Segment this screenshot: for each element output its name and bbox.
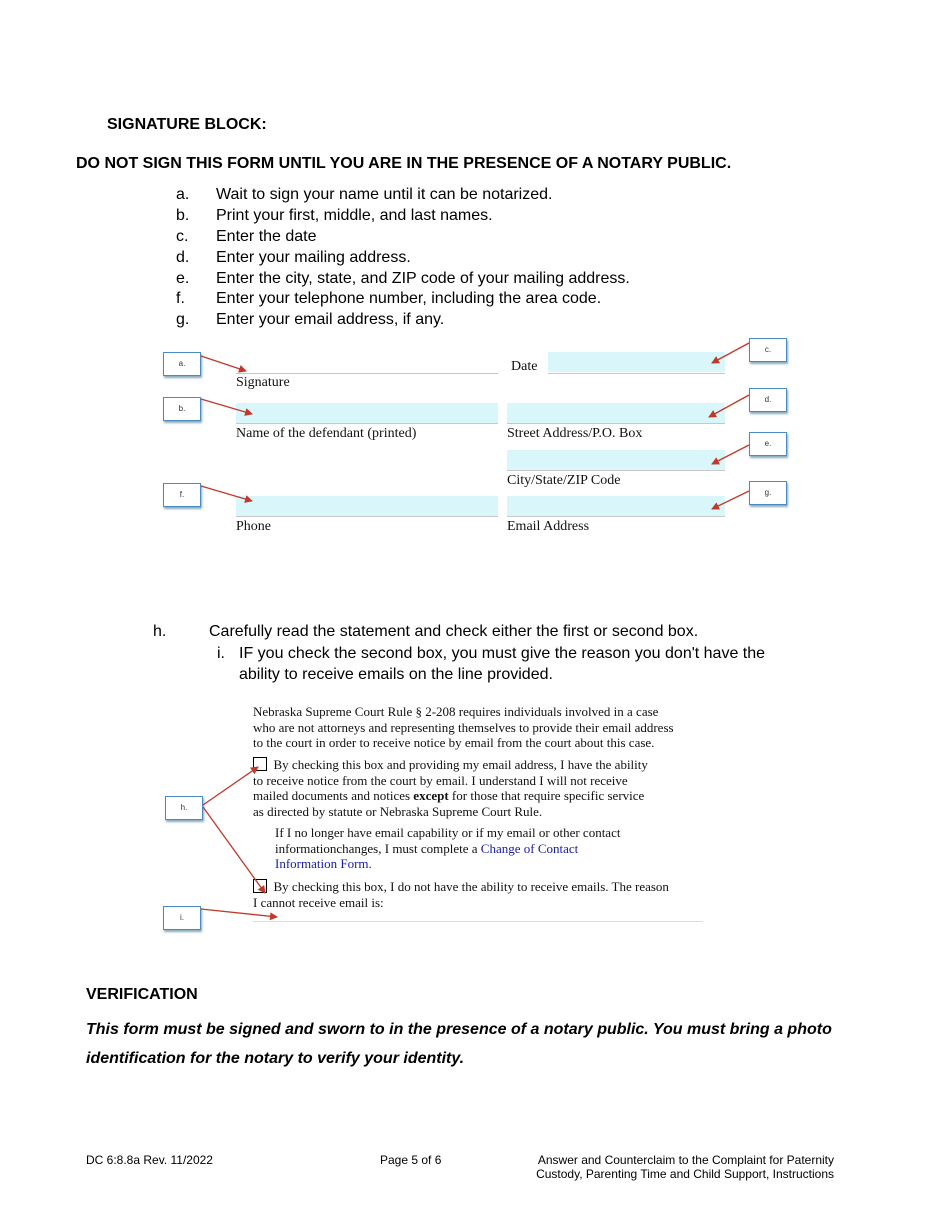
step-h: h. Carefully read the statement and check either the first or second box. bbox=[153, 623, 699, 640]
street-field[interactable] bbox=[507, 403, 725, 423]
step-g: g. Enter your email address, if any. bbox=[176, 311, 445, 328]
callout-h: h. bbox=[165, 796, 203, 820]
no-email-reason-line[interactable] bbox=[253, 921, 703, 922]
change-of-contact-link-cont[interactable]: Information Form. bbox=[275, 856, 372, 871]
notary-warning: DO NOT SIGN THIS FORM UNTIL YOU ARE IN THE PRESENCE OF A NOTARY PUBLIC. bbox=[76, 155, 732, 172]
callout-c: c. bbox=[749, 338, 787, 362]
footer-doc-title: Answer and Counterclaim to the Complaint for Paternity Custody, Parenting Time and Child Support, Instructions bbox=[536, 1153, 834, 1181]
section-title: SIGNATURE BLOCK: bbox=[107, 116, 267, 133]
email-consent-option: By checking this box and providing my email address, I have the ability to receive notice from the court by email. I understand I will not receive mailed documents and notices except for those that require specific service as directed by statute or Nebraska Supreme Court Rule. bbox=[253, 757, 648, 819]
date-label: Date bbox=[511, 359, 538, 374]
date-line bbox=[548, 373, 725, 374]
callout-d: d. bbox=[749, 388, 787, 412]
footer-form-id: DC 6:8.8a Rev. 11/2022 bbox=[86, 1153, 213, 1167]
contact-change-note: If I no longer have email capability or if my email or other contact informationchanges, I must complete a Change of Contact Information Form. bbox=[275, 825, 621, 871]
callout-a: a. bbox=[163, 352, 201, 376]
verification-title: VERIFICATION bbox=[86, 986, 198, 1003]
step-d: d. Enter your mailing address. bbox=[176, 249, 411, 266]
change-of-contact-link[interactable]: Change of Contact bbox=[480, 840, 579, 856]
signature-label: Signature bbox=[236, 375, 290, 390]
arrow-h1 bbox=[203, 767, 258, 805]
callout-i: i. bbox=[163, 906, 201, 930]
court-rule-intro: Nebraska Supreme Court Rule § 2-208 requires individuals involved in a case who are not attorneys and representing themselves to provide their email address to the court in order to receive notice by email from the court about this case. bbox=[253, 704, 674, 750]
callout-b: b. bbox=[163, 397, 201, 421]
callout-f: f. bbox=[163, 483, 201, 507]
phone-line bbox=[236, 516, 498, 517]
no-email-checkbox[interactable] bbox=[253, 879, 267, 893]
city-label: City/State/ZIP Code bbox=[507, 473, 621, 488]
email-field[interactable] bbox=[507, 496, 725, 516]
signature-line bbox=[236, 373, 498, 374]
callout-g: g. bbox=[749, 481, 787, 505]
verification-text: This form must be signed and sworn to in the presence of a notary public. You must bring a photo identification for the notary to verify your identity. bbox=[86, 1021, 832, 1067]
step-b: b. Print your first, middle, and last names. bbox=[176, 207, 493, 224]
street-line bbox=[507, 423, 725, 424]
street-label: Street Address/P.O. Box bbox=[507, 426, 643, 441]
no-email-option: By checking this box, I do not have the ability to receive emails. The reason I cannot receive email is: bbox=[253, 879, 669, 910]
footer-page-number: Page 5 of 6 bbox=[380, 1153, 442, 1167]
name-line bbox=[236, 423, 498, 424]
step-c: c. Enter the date bbox=[176, 228, 317, 245]
email-label: Email Address bbox=[507, 519, 590, 533]
phone-label: Phone bbox=[236, 519, 271, 533]
city-line bbox=[507, 470, 725, 471]
arrow-i bbox=[201, 909, 277, 917]
step-h-i: i. IF you check the second box, you must give the reason you don't have the ability to receive emails on the line provided. bbox=[217, 645, 766, 683]
name-label: Name of the defendant (printed) bbox=[236, 426, 417, 441]
email-line bbox=[507, 516, 725, 517]
step-f: f. Enter your telephone number, including the area code. bbox=[176, 290, 602, 307]
arrow-a bbox=[201, 356, 246, 371]
email-consent-checkbox[interactable] bbox=[253, 757, 267, 771]
date-field[interactable] bbox=[548, 352, 725, 372]
callout-e: e. bbox=[749, 432, 787, 456]
step-e: e. Enter the city, state, and ZIP code of your mailing address. bbox=[176, 270, 630, 287]
step-a: a. Wait to sign your name until it can be notarized. bbox=[176, 186, 553, 203]
name-field[interactable] bbox=[236, 403, 498, 423]
phone-field[interactable] bbox=[236, 496, 498, 516]
city-field[interactable] bbox=[507, 450, 725, 470]
